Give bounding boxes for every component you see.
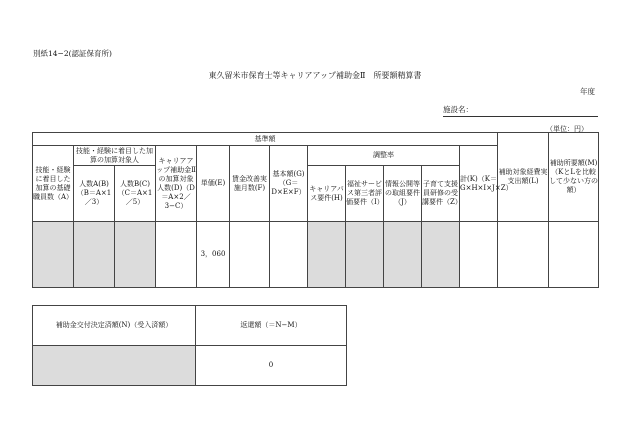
col-header-h: キャリアパス要件(H): [308, 166, 346, 222]
cell-c: [115, 222, 156, 288]
col-header-c: 人数B(C)（C＝A×1／5）: [115, 166, 156, 222]
chosei-group-header: 調整率: [308, 146, 460, 166]
cell-m[interactable]: [549, 222, 599, 288]
calculation-table: [32, 132, 599, 288]
col-header-a: 技能・経験に着目した加算の基礎職員数（A）: [33, 146, 74, 222]
cell-z: [422, 222, 460, 288]
cell-l[interactable]: [498, 222, 549, 288]
col-header-j: 情報公開等の取組要件（J）: [384, 166, 422, 222]
cell-return-value: 0: [196, 346, 347, 386]
cell-k[interactable]: [460, 222, 498, 288]
kijun-group-header: 基準額: [33, 133, 498, 146]
cell-d[interactable]: [156, 222, 197, 288]
col-header-m: 補助所要額(M)（KとLを比較して少ない方の額）: [549, 133, 599, 222]
facility-name-field[interactable]: 施設名：: [443, 104, 598, 117]
cell-g[interactable]: [270, 222, 308, 288]
cell-f[interactable]: [230, 222, 270, 288]
cell-b: [74, 222, 115, 288]
col-header-f: 賃金改善実施月数(F): [230, 146, 270, 222]
unit-label: （単位：円）: [546, 125, 588, 133]
year-label: 年度: [580, 87, 595, 96]
col-header-e: 単価(E): [197, 146, 230, 222]
cell-e-unit-price: 3，060: [197, 222, 230, 288]
document-title: 東久留米市保育士等キャリアアップ補助金Ⅱ 所要額精算書: [208, 71, 422, 80]
document-label: 別紙14−2(認証保育所): [33, 49, 112, 58]
cell-a: [33, 222, 74, 288]
col-header-l: 補助対象経費実支出額(L): [498, 133, 549, 222]
cell-j: [384, 222, 422, 288]
col-header-return: 返還額（＝N−M）: [196, 306, 347, 346]
col-header-n: 補助金交付決定済額(N)（受入済額）: [33, 306, 196, 346]
cell-h: [308, 222, 346, 288]
return-table: [32, 305, 347, 386]
col-header-k: 計(K)（K＝G×H×I×J×Z）: [460, 146, 498, 222]
cell-i: [346, 222, 384, 288]
skill-group-header: 技能・経験に着目した加算の加算対象人: [74, 146, 156, 166]
col-header-z: 子育て支援員研修の受講要件（Z）: [422, 166, 460, 222]
cell-n: [33, 346, 196, 386]
col-header-i: 福祉サービス第三者評価要件（I）: [346, 166, 384, 222]
col-header-d: キャリアアップ補助金Ⅱの加算対象人数(D)（D＝A×2／3−C）: [156, 146, 197, 222]
col-header-b: 人数A(B)（B＝A×1／3）: [74, 166, 115, 222]
col-header-g: 基本額(G)（G＝D×E×F）: [270, 146, 308, 222]
